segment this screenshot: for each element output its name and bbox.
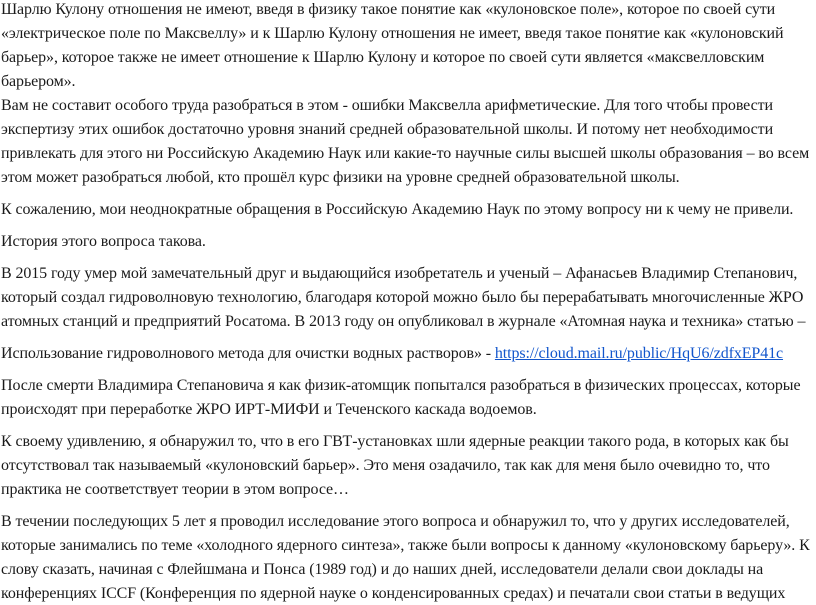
cloud-mail-link[interactable]: https://cloud.mail.ru/public/HqU6/zdfxEP41c bbox=[494, 345, 784, 362]
text-line: «электрическое поле по Максвеллу» и к Шарлю Кулону отношения не имеет, введя такое понятие как «кулоновский bbox=[1, 25, 784, 42]
text-line: происходят при переработке ЖРО ИРТ-МИФИ и Теченского каскада водоемов. bbox=[1, 401, 537, 418]
text-line: которые занимались по теме «холодного ядерного синтеза», также были вопросы к данному «кулоновскому барьеру». К bbox=[1, 537, 810, 554]
text-line: Вам не составит особого труда разобраться в этом - ошибки Максвелла арифметические. Для того чтобы провести bbox=[1, 97, 773, 114]
text-line: атомных станций и предприятий Росатома. В 2013 году он опубликовал в журнале «Атомная наука и техника» статью – bbox=[1, 313, 806, 330]
text-line: слову сказать, начиная с Флейшмана и Понса (1989 год) и до наших дней, исследователи делали свои доклады на bbox=[1, 561, 764, 578]
text-line: экспертизу этих ошибок достаточно уровня знаний средней образовательной школы. И потому нет необходимости bbox=[1, 121, 774, 138]
text-line: После смерти Владимира Степановича я как физик-атомщик попытался разобраться в физических процессах, которые bbox=[1, 377, 801, 394]
text-line: барьером». bbox=[1, 73, 76, 90]
text-line: К сожалению, мои неоднократные обращения в Российскую Академию Наук по этому вопросу ни к чему не привели. bbox=[1, 201, 794, 218]
text-line: практика не соответствует теории в этом вопросе… bbox=[1, 481, 349, 498]
text-line: Шарлю Кулону отношения не имеют, введя в физику такое понятие как «кулоновское поле», которое по своей сути bbox=[1, 1, 776, 18]
text-line: этом может разобраться любой, кто прошёл курс физики на уровне средней образовательной школы. bbox=[1, 169, 680, 186]
text-line: отсутствовал так называемый «кулоновский барьер». Это меня озадачило, так как для меня было очевидно то, что bbox=[1, 457, 770, 474]
text-line: В течении последующих 5 лет я проводил исследование этого вопроса и обнаружил то, что у других исследователей, bbox=[1, 513, 790, 530]
text-line: привлекать для этого ни Российскую Академию Наук или какие-то научные силы высшей школы образования – во всем bbox=[1, 145, 810, 162]
text-line: История этого вопроса такова. bbox=[1, 233, 206, 250]
text-line: В 2015 году умер мой замечательный друг и выдающийся изобретатель и ученый – Афанасьев Владимир Степанович, bbox=[1, 265, 798, 282]
text-line-with-link bbox=[1, 343, 783, 365]
text-line: который создал гидроволновую технологию, благодаря которой можно было бы перерабатывать многочисленные ЖРО bbox=[1, 289, 804, 306]
text-segment: Использование гидроволнового метода для очистки водных растворов» - bbox=[1, 345, 495, 362]
text-line: барьер», которое также не имеет отношение к Шарлю Кулону и которое по своей сути является «максвелловским bbox=[1, 49, 765, 66]
text-line: конференциях ICCF (Конференция по ядерной науке о конденсированных средах) и печатали свои статьи в ведущих bbox=[1, 585, 786, 602]
text-line: К своему удивлению, я обнаружил то, что в его ГВТ-установках шли ядерные реакции такого рода, в которых как бы bbox=[1, 433, 789, 450]
